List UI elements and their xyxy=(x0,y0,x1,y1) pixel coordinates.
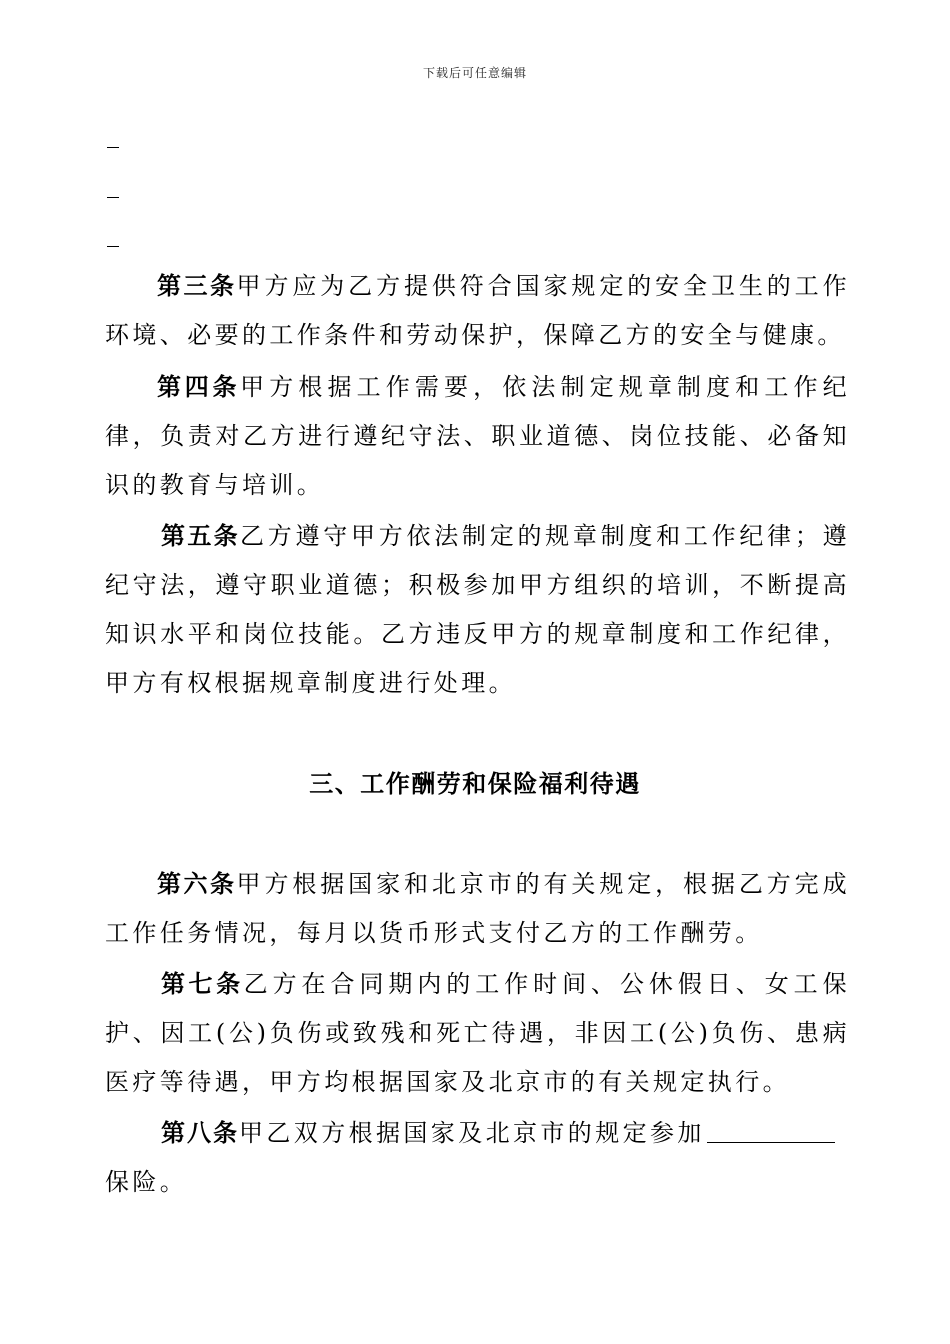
article-3-heading: 第三条 xyxy=(157,271,237,300)
article-6-text: 甲方根据国家和北京市的有关规定，根据乙方完成工作任务情况，每月以货币形式支付乙方的工作酬劳。 xyxy=(105,870,850,947)
article-4 xyxy=(105,362,850,510)
article-4-text: 甲方根据工作需要，依法制定规章制度和工作纪律，负责对乙方进行遵纪守法、职业道德、岗位技能、必备知识的教育与培训。 xyxy=(105,373,850,499)
article-6-heading: 第六条 xyxy=(157,869,237,898)
blank-line-marker xyxy=(107,246,119,247)
article-8-heading: 第八条 xyxy=(161,1118,239,1147)
article-6 xyxy=(105,859,850,958)
fill-in-blank xyxy=(707,1118,835,1143)
blank-line-marker xyxy=(107,197,119,198)
article-8 xyxy=(105,1108,850,1207)
article-8-text: 甲乙双方根据国家及北京市的规定参加 xyxy=(239,1119,705,1147)
article-4-heading: 第四条 xyxy=(157,372,241,401)
article-7-heading: 第七条 xyxy=(161,969,244,998)
article-8-tail: 保险。 xyxy=(105,1168,188,1196)
page-header-note: 下载后可任意编辑 xyxy=(422,66,527,80)
article-5-heading: 第五条 xyxy=(161,521,241,550)
article-7 xyxy=(105,959,850,1107)
section-heading: 三、工作酬劳和保险福利待遇 xyxy=(309,769,641,798)
article-5-text: 乙方遵守甲方依法制定的规章制度和工作纪律；遵纪守法，遵守职业道德；积极参加甲方组织的培训，不断提高知识水平和岗位技能。乙方违反甲方的规章制度和工作纪律，甲方有权根据规章制度进行处理。 xyxy=(105,522,850,697)
article-3-text: 甲方应为乙方提供符合国家规定的安全卫生的工作环境、必要的工作条件和劳动保护，保障乙方的安全与健康。 xyxy=(105,272,850,349)
article-7-text: 乙方在合同期内的工作时间、公休假日、女工保护、因工(公)负伤或致残和死亡待遇，非因工(公)负伤、患病医疗等待遇，甲方均根据国家及北京市的有关规定执行。 xyxy=(105,970,851,1096)
blank-line-marker xyxy=(107,147,119,148)
article-5 xyxy=(105,511,850,708)
article-3 xyxy=(105,261,850,360)
